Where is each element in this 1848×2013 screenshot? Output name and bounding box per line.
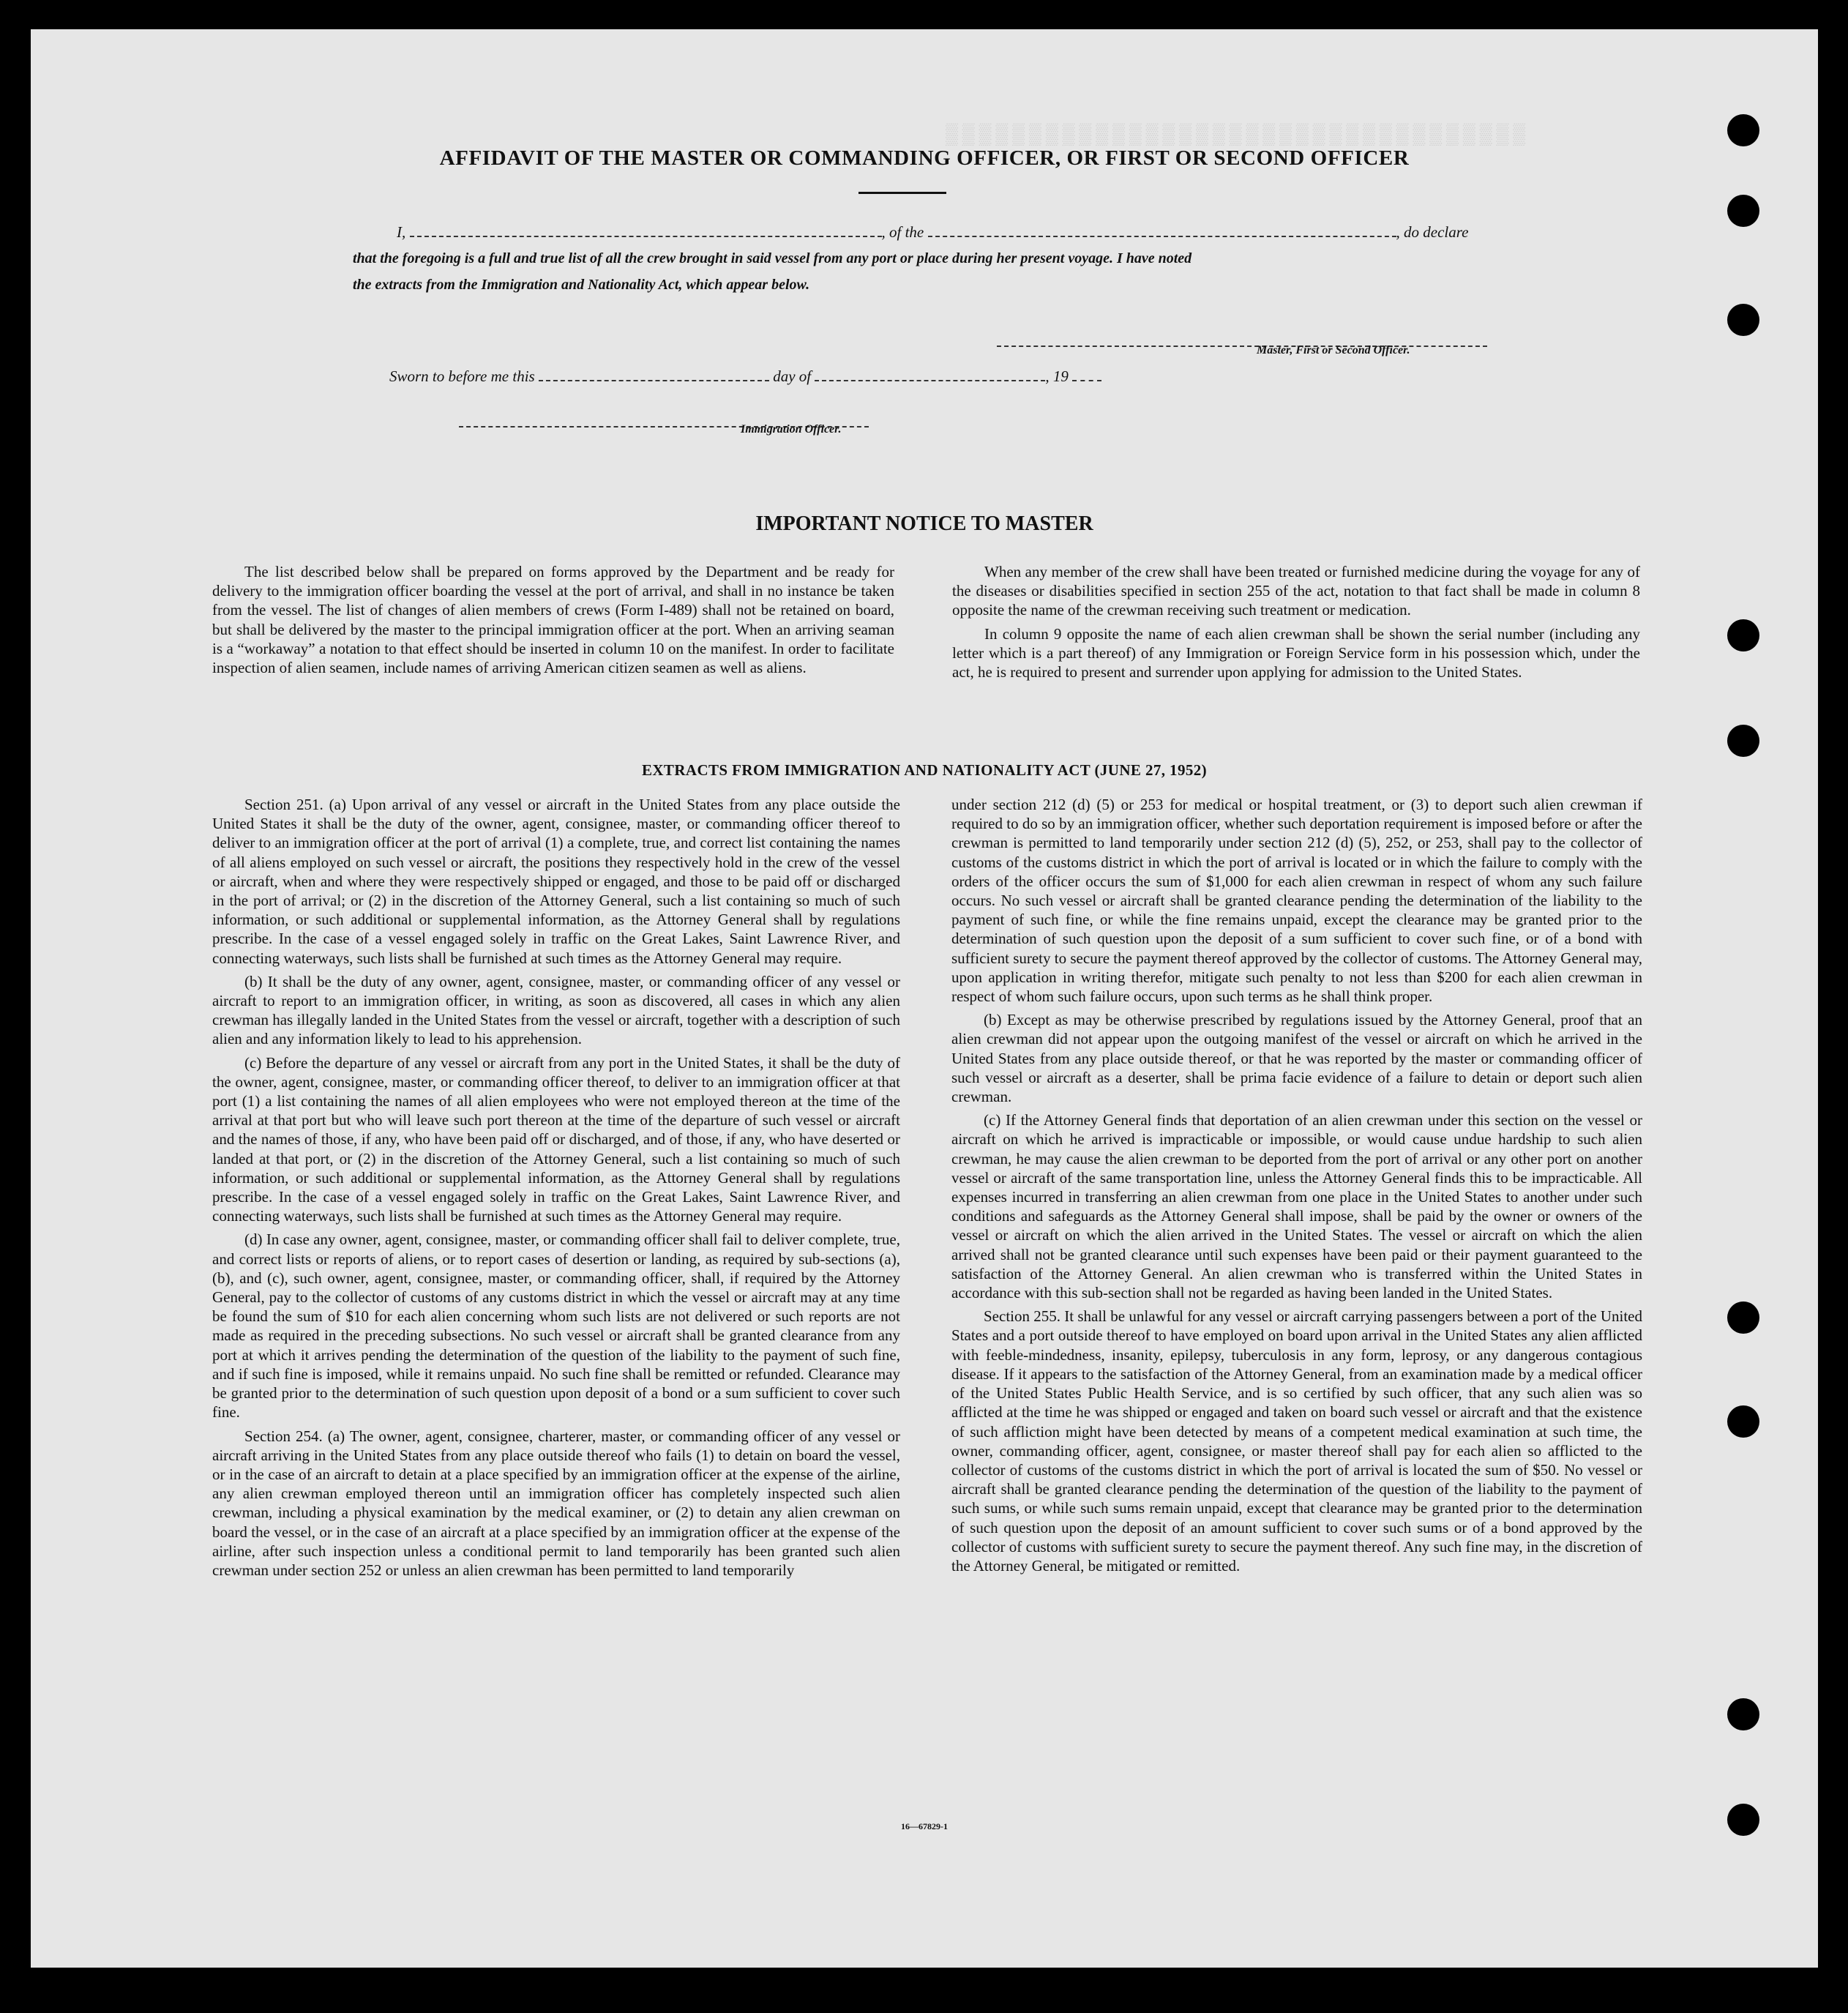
section-251d: (d) In case any owner, agent, consignee, master, or commanding officer shall fail to deliver complete, true, and correct lists or reports of aliens, or to report cases of desertion or landing, as required by sub-sections (a), (b), and (c), such owner, agent, consignee, master, or commanding officer, shall, if required by the Attorney General, pay to the collector of customs of any customs district in which the vessel or aircraft may at any time be found the sum of $10 for each alien concerning whom such lists are not delivered or such reports are not made as required in the preceding subsections. No such vessel or aircraft shall be granted clearance from any port at which it arrives pending the determination of the question of the liability to the payment of such fine, and if such fine is imposed, while it remains unpaid. No such fine shall be remitted or refunded. Clearance may be granted prior to the determination of such question upon deposit of a bond or a sum sufficient to cover such fine. — [212, 1230, 900, 1422]
punch-hole — [1727, 1698, 1759, 1730]
section-251b: (b) It shall be the duty of any owner, agent, consignee, master, or commanding officer of any vessel or aircraft to report to an immigration officer, in writing, as soon as discovered, all cases in which any alien crewman has illegally landed in the United States from the vessel or aircraft, together with a description of such alien and any information likely to lead to his apprehension. — [212, 972, 900, 1048]
section-251a: Section 251. (a) Upon arrival of any vessel or aircraft in the United States from any place outside the United States it shall be the duty of the owner, agent, consignee, master, or commanding officer thereof to deliver to an immigration officer at the port of arrival (1) a complete, true, and correct list containing the names of all aliens employed on such vessel or aircraft, the positions they respectively hold in the crew of the vessel or aircraft, when and where they were respectively shipped or engaged, and those to be paid off or discharged in the port of arrival; or (2) in the discretion of the Attorney General, such a list containing so much of such information, or such additional or supplemental information, as the Attorney General shall by regulations prescribe. In the case of a vessel engaged solely in traffic on the Great Lakes, Saint Lawrence River, and connecting waterways, such lists shall be furnished at such times as the Attorney General may require. — [212, 796, 900, 967]
notice-left-column — [212, 562, 894, 681]
notice-right-paragraph: When any member of the crew shall have been treated or furnished medicine during the voyage for any of the diseases or disabilities specified in section 255 of the act, notation to that fact shall be made in column 8 opposite the name of the crewman receiving such treatment or medication. — [952, 563, 1640, 619]
section-254a: Section 254. (a) The owner, agent, consignee, charterer, master, or commanding officer of any vessel or aircraft arriving in the United States from any place outside thereof who fails (1) to detain on board the vessel, or in the case of an aircraft to detain at a place specified by an immigration officer at the expense of the airline, any alien crewman employed thereon until an immigration officer has completely inspected such alien crewman, including a physical examination by the medical examiner, or (2) to detain any alien crewman on board the vessel, or in the case of an aircraft at a place specified by an immigration officer at the expense of the airline, after such inspection unless a conditional permit to land temporarily has been granted such alien crewman under section 252 or unless an alien crewman has been permitted to land temporarily — [212, 1427, 900, 1579]
section-254c: (c) If the Attorney General finds that deportation of an alien crewman under this section on the vessel or aircraft on which he arrived is impracticable or impossible, or would cause undue hardship to such alien crewman, he may cause the alien crewman to be deported from the port of arrival or any other port on another vessel or aircraft of the same transportation line, unless the Attorney General finds this to be impracticable. All expenses incurred in transferring an alien crewman from one place in the United States to another under such conditions and safeguards as the Attorney General shall impose, shall be paid by the owner or owners of the vessel or aircraft on which the alien arrived in the United States. The vessel or aircraft on which the alien arrived shall not be granted clearance until such expenses have been paid or their payment guaranteed to the satisfaction of the Attorney General. An alien crewman who is transferred within the United States in accordance with this sub-section shall not be regarded as having been landed in the United States. — [951, 1111, 1642, 1302]
form-page — [31, 29, 1818, 1968]
punch-hole — [1727, 619, 1759, 651]
section-251c: (c) Before the departure of any vessel or aircraft from any port in the United States, it shall be the duty of the owner, agent, consignee, master, or commanding officer thereof, to deliver to an immigration officer at that port (1) a list containing the names of all alien employees who were not employed thereon at the time of the arrival at that port but who will leave such port thereon at the time of the departure of such vessel or aircraft and the names of those, if any, who have been paid off or discharged, and of those, if any, who have deserted or landed at that port, or (2) in the discretion of the Attorney General, such a list containing so much of such information, or such additional or supplemental information, as the Attorney General shall by regulations prescribe. In the case of a vessel engaged solely in traffic on the Great Lakes, Saint Lawrence River, and connecting waterways, such lists shall be furnished at such times as the Attorney General may require. — [212, 1053, 900, 1225]
master-signature-field[interactable] — [997, 335, 1487, 347]
declaration-text-2: that the foregoing is a full and true list of all the crew brought in said vessel from any port or place during her present voyage. I have noted — [353, 250, 1192, 266]
day-of-label: day of — [773, 367, 812, 385]
punch-hole — [1727, 1405, 1759, 1438]
declaration-text-3: the extracts from the Immigration and Nationality Act, which appear below. — [353, 277, 810, 293]
sworn-month-field[interactable] — [815, 370, 1045, 381]
year-label: , 19 — [1045, 367, 1069, 385]
section-255: Section 255. It shall be unlawful for any vessel or aircraft carrying passengers between a port of the United States and a port outside thereof to have employed on board upon arrival in the United States any alien afflicted with feeble-mindedness, insanity, epilepsy, tuberculosis in any form, leprosy, or any dangerous contagious disease. If it appears to the satisfaction of the Attorney General, from an examination made by a medical officer of the United States Public Health Service, and is so certified by such officer, that any such alien was so afflicted at the time he was shipped or engaged and taken on board such vessel or aircraft and that the existence of such affliction might have been detected by means of a competent medical examination at such time, the owner, commanding officer, agent, consignee, or master thereof shall pay for each alien so afflicted to the collector of customs of the customs district in which the port of arrival is located the sum of $50. No vessel or aircraft shall be granted clearance pending the determination of the question of the liability to the payment of such sums, or while such sums remain unpaid, except that clearance may be granted prior to the determination of such question upon the deposit of an amount sufficient to cover such sums or of a bond approved by the collector of customs with sufficient surety to secure the payment thereof. Any such fine may, in the discretion of the Attorney General, be mitigated or remitted. — [951, 1307, 1642, 1575]
punch-hole — [1727, 725, 1759, 757]
section-254b: (b) Except as may be otherwise prescribed by regulations issued by the Attorney General, proof that an alien crewman did not appear upon the outgoing manifest of the vessel or aircraft on which he arrived in the United States from any place outside thereof, or that he was reported by the master or commanding officer of such vessel or aircraft as a deserter, shall be prima facie evidence of a failure to detain or deport such alien crewman. — [951, 1011, 1642, 1106]
sworn-day-field[interactable] — [539, 370, 769, 381]
vessel-name-field[interactable] — [928, 225, 1396, 237]
bleed-through-text: ▒▒▒▒▒▒▒▒▒▒▒▒▒▒▒▒▒▒▒▒▒▒▒▒▒▒▒▒▒▒▒▒▒▒▒ — [946, 124, 1530, 147]
extracts-title: EXTRACTS FROM IMMIGRATION AND NATIONALITY ACT (JUNE 27, 1952) — [641, 761, 1208, 779]
affidavit-title: AFFIDAVIT OF THE MASTER OR COMMANDING OFFICER, OR FIRST OR SECOND OFFICER — [439, 146, 1410, 170]
declarant-name-field[interactable] — [410, 225, 882, 237]
extracts-left-column — [212, 795, 900, 1584]
notice-title: IMPORTANT NOTICE TO MASTER — [755, 512, 1093, 535]
immigration-officer-caption: Immigration Officer. — [741, 423, 842, 436]
punch-hole — [1727, 1301, 1759, 1334]
declaration-line — [397, 223, 1468, 242]
section-254a-continued: under section 212 (d) (5) or 253 for medical or hospital treatment, or (3) to deport such alien crewman if required to do so by an immigration officer, whether such deportation requirement is imposed before or after the crewman is permitted to land temporarily under section 212 (d) (5), 252, or 253, shall pay to the collector of customs of the customs district in which the port of arrival is located or in which the failure to comply with the orders of the officer occurs the sum of $1,000 for each alien crewman in respect of whom any such failure occurs. No such vessel or aircraft shall be granted clearance pending the determination of the liability to the payment of such fine, or while the fine remains unpaid, except the clearance may be granted prior to the determination of such question upon the deposit of a sum sufficient to cover such fine, or of a bond with sufficient surety to secure the payment thereof approved by the collector of customs. The Attorney General may, upon application in writing therefor, mitigate such penalty to not less than $200 for each alien crewman in respect of whom such failure occurs, upon such terms as he shall think proper. — [951, 796, 1642, 1006]
punch-hole — [1727, 114, 1759, 146]
notice-left-paragraph: The list described below shall be prepared on forms approved by the Department and be ready for delivery to the immigration officer boarding the vessel at the port of arrival, and shall in no instance be taken from the vessel. The list of changes of alien members of crews (Form I-489) shall not be retained on board, but shall be delivered by the master to the principal immigration officer at the port. When an arriving seaman is a “workaway” a notation to that effect should be inserted in column 10 on the manifest. In order to facilitate inspection of alien seamen, include names of arriving American citizen seamen as well as aliens. — [212, 563, 894, 677]
extracts-right-column — [951, 795, 1642, 1580]
notice-right-column — [952, 562, 1640, 686]
declarant-prefix: I, — [397, 223, 406, 241]
form-code: 16—67829-1 — [901, 1821, 948, 1831]
sworn-line — [389, 367, 1101, 386]
notice-right-paragraph: In column 9 opposite the name of each alien crewman shall be shown the serial number (including any letter which is a part thereof) of any Immigration or Foreign Service form in his possession which, under the act, he is required to present and surrender upon applying for admission to the United States. — [952, 624, 1640, 681]
do-declare-label: , do declare — [1396, 223, 1469, 241]
sworn-year-field[interactable] — [1072, 370, 1101, 381]
master-caption: Master, First or Second Officer. — [1257, 344, 1410, 356]
sworn-label: Sworn to before me this — [389, 367, 535, 385]
punch-hole — [1727, 195, 1759, 227]
punch-hole — [1727, 304, 1759, 336]
of-the-label: , of the — [881, 223, 924, 241]
title-rule — [858, 192, 946, 194]
